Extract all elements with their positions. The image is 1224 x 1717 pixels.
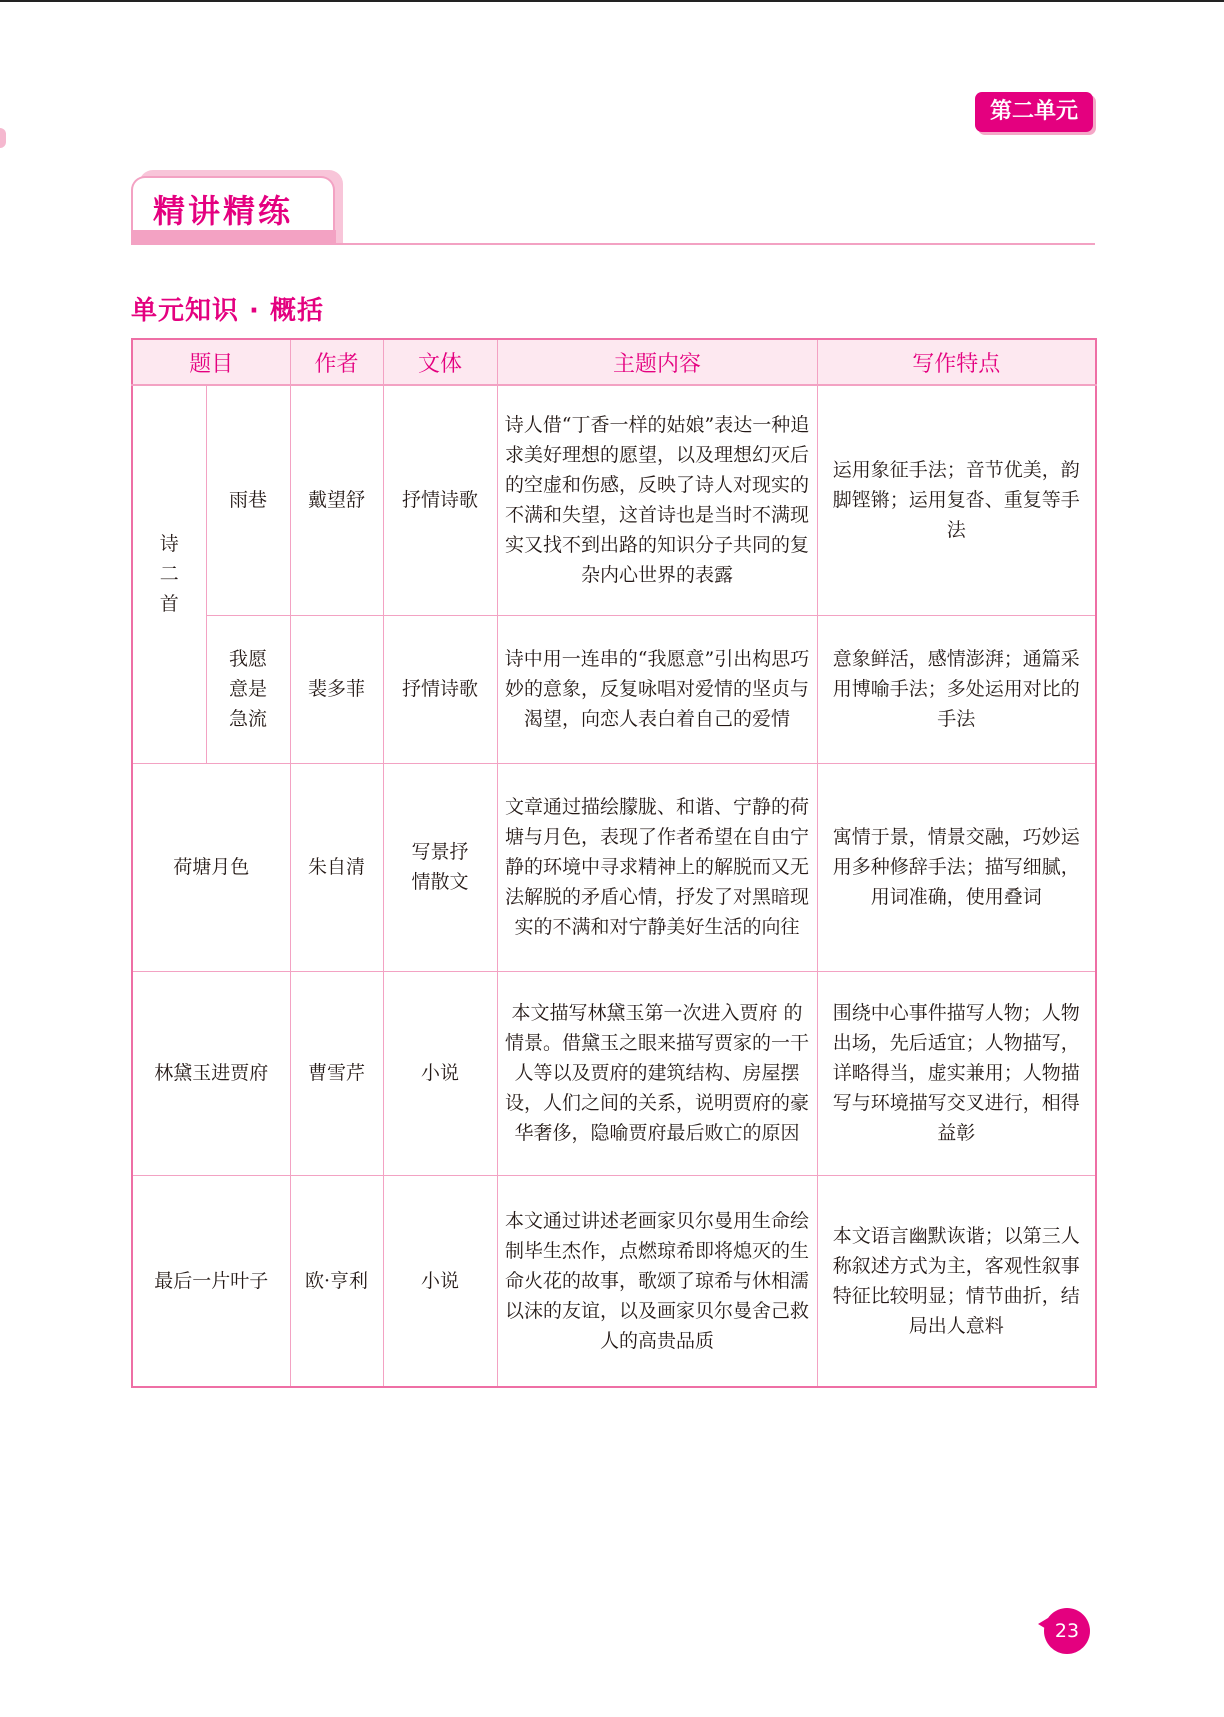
header-genre: 文体 (383, 339, 497, 385)
table-row (132, 615, 1096, 763)
author-cell (290, 1175, 383, 1387)
title-cell: 荷塘月色 (132, 763, 290, 971)
table-row (132, 385, 1096, 615)
table-row (132, 763, 1096, 971)
content-cell: 诗中用一连串的“我愿意”引出构思巧妙的意象，反复咏唱对爱情的坚贞与渴望，向恋人表白着自己的爱情 (497, 615, 817, 763)
section-heading-bar (131, 230, 336, 244)
genre-cell: 抒情诗歌 (383, 615, 497, 763)
features-cell: 围绕中心事件描写人物；人物出场，先后适宜；人物描写，详略得当，虚实兼用；人物描写与环境描写交叉进行，相得益彰 (817, 971, 1096, 1175)
author-cell: 朱自清 (290, 763, 383, 971)
header-content: 主题内容 (497, 339, 817, 385)
features-cell: 意象鲜活，感情澎湃；通篇采用博喻手法；多处运用对比的手法 (817, 615, 1096, 763)
genre-cell: 小说 (383, 971, 497, 1175)
content-cell: 本文通过讲述老画家贝尔曼用生命绘制毕生杰作，点燃琼希即将熄灭的生命火花的故事，歌颂了琼希与休相濡以沫的友谊，以及画家贝尔曼舍己救人的高贵品质 (497, 1175, 817, 1387)
table-row (132, 1175, 1096, 1387)
features-cell: 运用象征手法；音节优美，韵脚铿锵；运用复沓、重复等手法 (817, 385, 1096, 615)
group-title: 诗二首 (159, 533, 179, 616)
author-text: 欧·亨利 (304, 1269, 369, 1292)
content-cell: 本文描写林黛玉第一次进入贾府 的情景。借黛玉之眼来描写贾家的一干人等以及贾府的建筑结构、房屋摆设，人们之间的关系，说明贾府的豪华奢侈，隐喻贾府最后败亡的原因 (497, 971, 817, 1175)
content-cell: 文章通过描绘朦胧、和谐、宁静的荷塘与月色，表现了作者希望在自由宁静的环境中寻求精神上的解脱而又无法解脱的矛盾心情，抒发了对黑暗现实的不满和对宁静美好生活的向往 (497, 763, 817, 971)
title-cell: 最后一片叶子 (132, 1175, 290, 1387)
table-row (132, 971, 1096, 1175)
knowledge-table (131, 338, 1097, 1388)
page-number-tail (1038, 1618, 1048, 1630)
subtitle: 单元知识 · 概括 (131, 296, 324, 326)
title-cell: 林黛玉进贾府 (132, 971, 290, 1175)
group-title-cell (132, 385, 206, 763)
corner-mark (0, 128, 6, 148)
features-cell: 寓情于景，情景交融，巧妙运用多种修辞手法；描写细腻，用词准确，使用叠词 (817, 763, 1096, 971)
author-cell: 裴多菲 (290, 615, 383, 763)
header-features: 写作特点 (817, 339, 1096, 385)
genre-cell: 小说 (383, 1175, 497, 1387)
title-text: 我愿意是急流 (228, 648, 267, 730)
unit-badge: 第二单元 (975, 92, 1093, 132)
genre-cell: 抒情诗歌 (383, 385, 497, 615)
page-number-badge (1044, 1608, 1094, 1658)
genre-text: 写景抒情散文 (411, 841, 469, 893)
content-cell: 诗人借“丁香一样的姑娘”表达一种追求美好理想的愿望，以及理想幻灭后的空虚和伤感，反映了诗人对现实的不满和失望，这首诗也是当时不满现实又找不到出路的知识分子共同的复杂内心世界的表露 (497, 385, 817, 615)
table-header-row (132, 339, 1096, 385)
header-title: 题目 (132, 339, 290, 385)
features-cell: 本文语言幽默诙谐；以第三人称叙述方式为主，客观性叙事特征比较明显；情节曲折，结局出人意料 (817, 1175, 1096, 1387)
author-cell: 曹雪芹 (290, 971, 383, 1175)
top-rule (0, 0, 1224, 2)
page-number: 23 (1044, 1608, 1090, 1654)
author-cell: 戴望舒 (290, 385, 383, 615)
header-author: 作者 (290, 339, 383, 385)
title-cell: 雨巷 (206, 385, 290, 615)
title-cell (206, 615, 290, 763)
genre-cell (383, 763, 497, 971)
section-divider (131, 243, 1095, 245)
section-title: 精讲精练 (153, 192, 294, 230)
